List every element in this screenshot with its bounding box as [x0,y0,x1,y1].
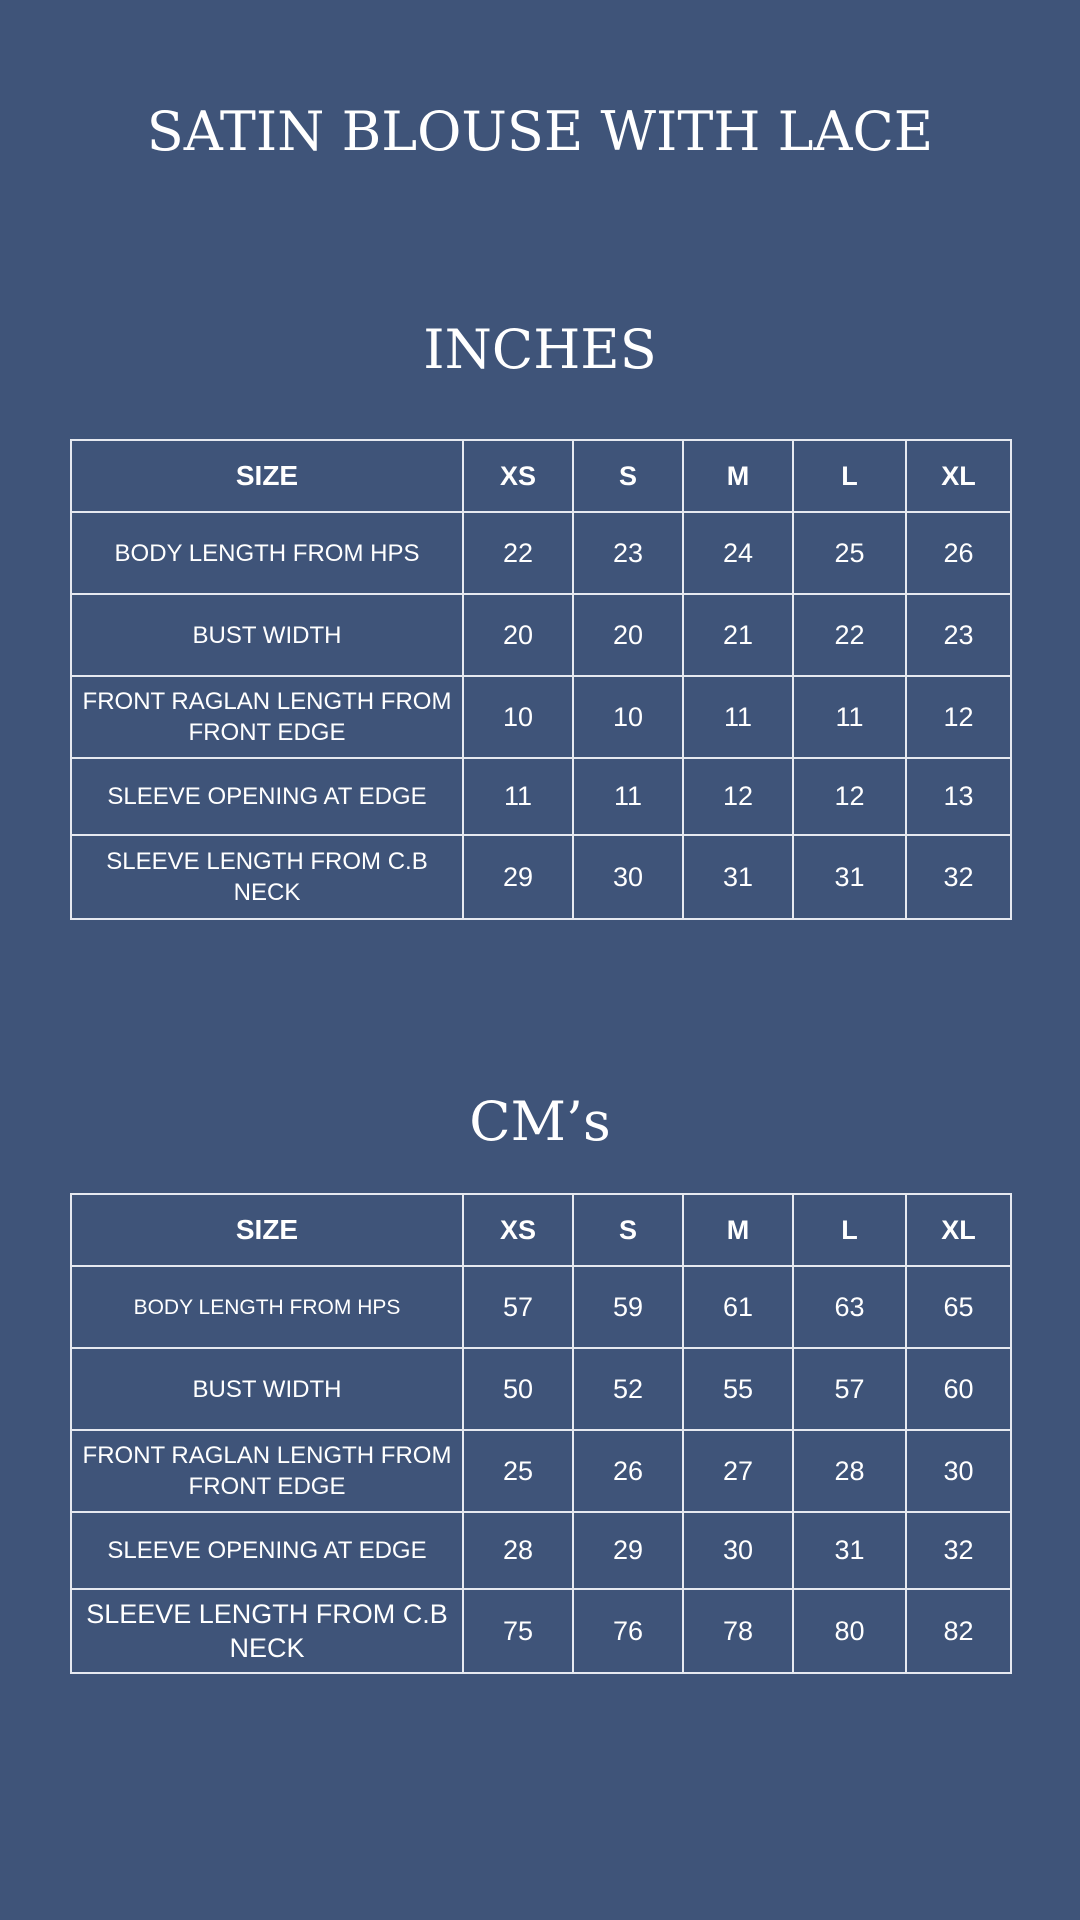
row-label: BUST WIDTH [71,1348,463,1430]
table-cell: 78 [683,1589,793,1673]
row-label: FRONT RAGLAN LENGTH FROM FRONT EDGE [71,1430,463,1512]
table-cell: 30 [573,835,683,919]
column-header-l: L [793,440,906,512]
column-header-xl: XL [906,1194,1011,1266]
table-cell: 23 [573,512,683,594]
table-cell: 11 [793,676,906,758]
table-cell: 75 [463,1589,573,1673]
page-title: SATIN BLOUSE WITH LACE [146,100,934,163]
table-cell: 22 [463,512,573,594]
table-cell: 21 [683,594,793,676]
table-cell: 11 [683,676,793,758]
table-cell: 29 [573,1512,683,1589]
table-row [71,1430,1011,1512]
table-header-row [71,1194,1011,1266]
table-cell: 12 [793,758,906,835]
table-cell: 31 [683,835,793,919]
table-cell: 61 [683,1266,793,1348]
table-cell: 26 [573,1430,683,1512]
row-label: SLEEVE OPENING AT EDGE [71,1512,463,1589]
table-cell: 52 [573,1348,683,1430]
table-row [71,1266,1011,1348]
table-cell: 12 [683,758,793,835]
table-row [71,512,1011,594]
table-cell: 28 [463,1512,573,1589]
cms-heading: CM’s [469,1090,611,1153]
table-cell: 11 [573,758,683,835]
table-header-row [71,440,1011,512]
column-header-xs: XS [463,1194,573,1266]
table-cell: 30 [683,1512,793,1589]
table-cell: 25 [793,512,906,594]
table-row [71,594,1011,676]
table-row [71,676,1011,758]
table-cell: 31 [793,835,906,919]
table-cell: 10 [463,676,573,758]
table-cell: 59 [573,1266,683,1348]
column-header-xl: XL [906,440,1011,512]
table-cell: 80 [793,1589,906,1673]
inches-size-table [70,439,1012,920]
table-row [71,1589,1011,1673]
column-header-size: SIZE [71,440,463,512]
column-header-l: L [793,1194,906,1266]
table-cell: 12 [906,676,1011,758]
table-cell: 57 [463,1266,573,1348]
table-cell: 57 [793,1348,906,1430]
table-cell: 20 [573,594,683,676]
row-label: SLEEVE LENGTH FROM C.B NECK [71,1589,463,1673]
table-cell: 23 [906,594,1011,676]
row-label: SLEEVE OPENING AT EDGE [71,758,463,835]
table-row [71,835,1011,919]
inches-heading: INCHES [423,318,657,381]
table-cell: 22 [793,594,906,676]
table-cell: 24 [683,512,793,594]
row-label: BUST WIDTH [71,594,463,676]
row-label: FRONT RAGLAN LENGTH FROM FRONT EDGE [71,676,463,758]
row-label: BODY LENGTH FROM HPS [71,1266,463,1348]
table-cell: 76 [573,1589,683,1673]
table-cell: 25 [463,1430,573,1512]
table-cell: 29 [463,835,573,919]
table-cell: 65 [906,1266,1011,1348]
table-cell: 27 [683,1430,793,1512]
column-header-m: M [683,1194,793,1266]
row-label: BODY LENGTH FROM HPS [71,512,463,594]
table-cell: 30 [906,1430,1011,1512]
table-cell: 50 [463,1348,573,1430]
table-cell: 26 [906,512,1011,594]
table-row [71,1348,1011,1430]
row-label: SLEEVE LENGTH FROM C.B NECK [71,835,463,919]
table-cell: 13 [906,758,1011,835]
table-cell: 10 [573,676,683,758]
table-cell: 28 [793,1430,906,1512]
column-header-size: SIZE [71,1194,463,1266]
table-cell: 31 [793,1512,906,1589]
table-cell: 60 [906,1348,1011,1430]
cms-size-table [70,1193,1012,1674]
table-cell: 55 [683,1348,793,1430]
table-cell: 63 [793,1266,906,1348]
column-header-m: M [683,440,793,512]
column-header-xs: XS [463,440,573,512]
table-row [71,758,1011,835]
column-header-s: S [573,1194,683,1266]
table-row [71,1512,1011,1589]
table-cell: 32 [906,1512,1011,1589]
table-cell: 20 [463,594,573,676]
table-cell: 32 [906,835,1011,919]
table-cell: 82 [906,1589,1011,1673]
table-cell: 11 [463,758,573,835]
column-header-s: S [573,440,683,512]
